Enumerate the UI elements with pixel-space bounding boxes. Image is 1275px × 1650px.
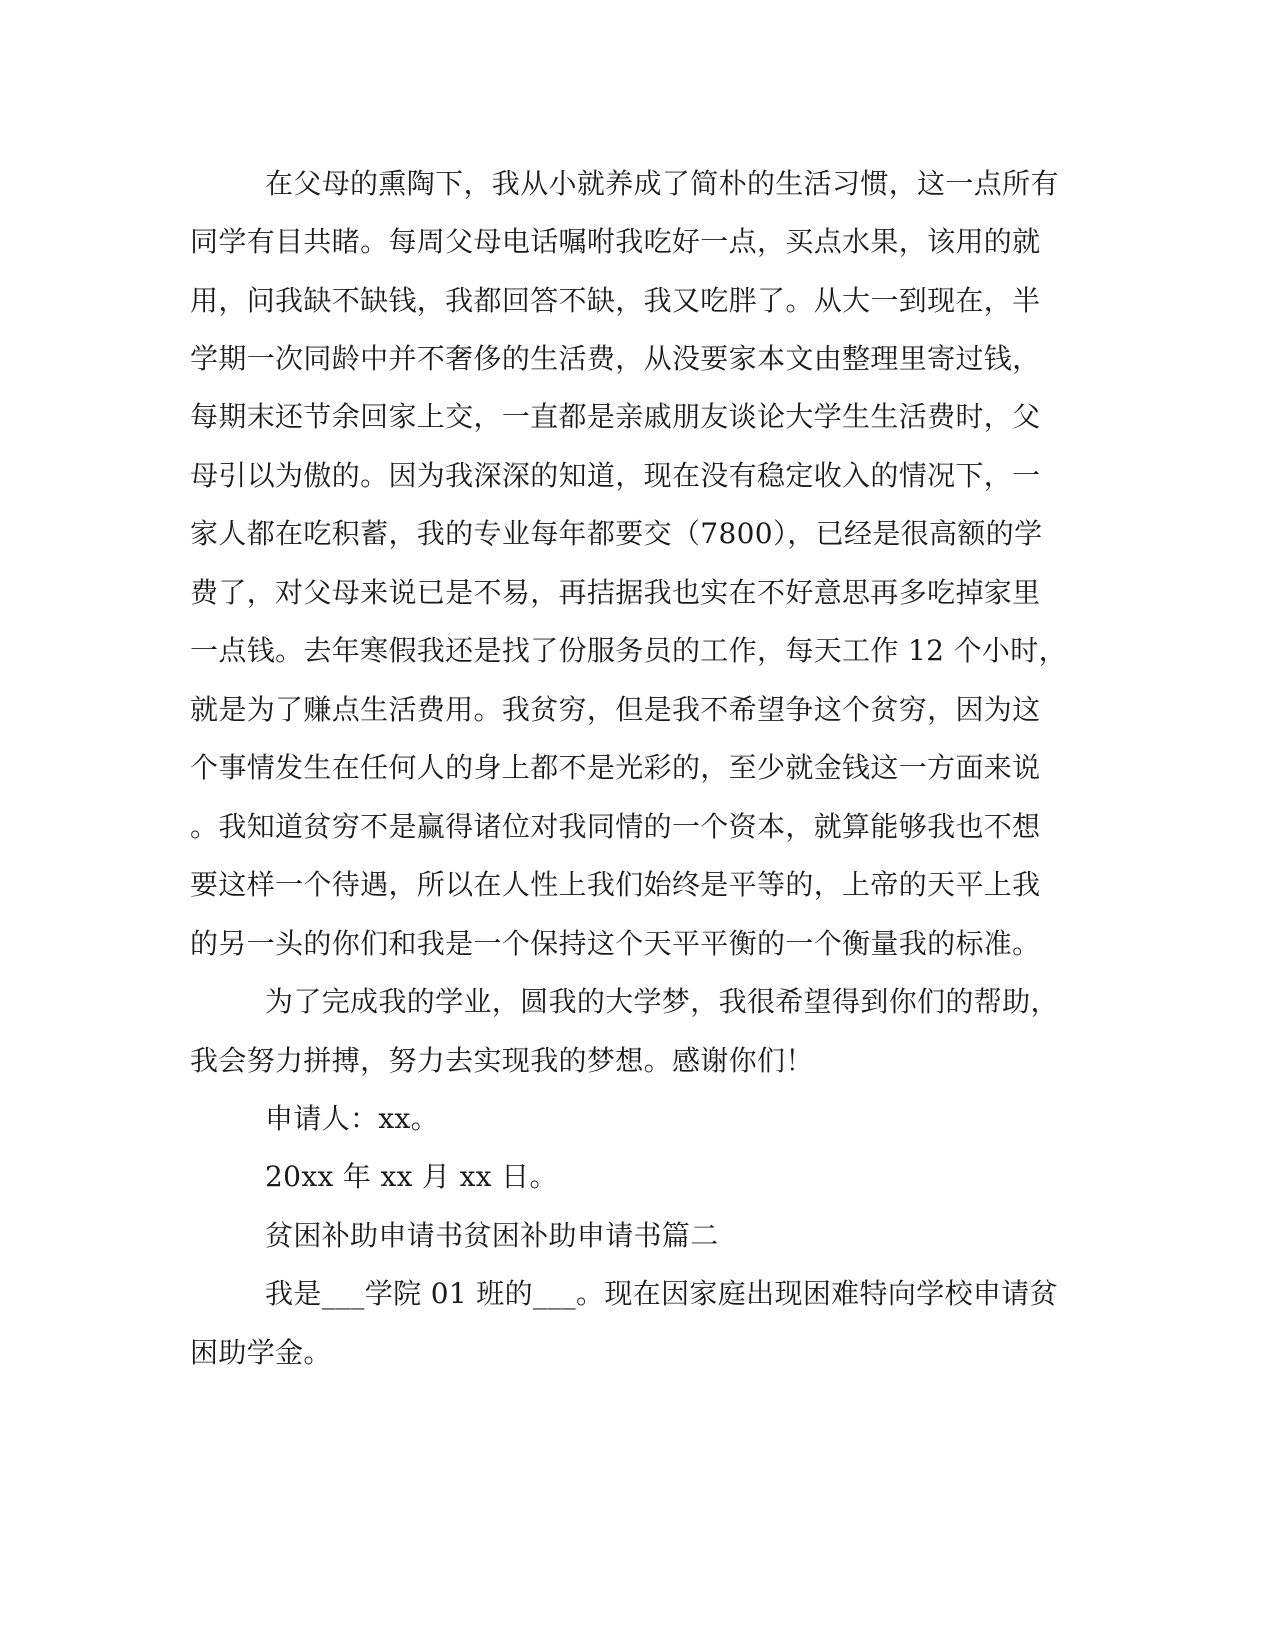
paragraph-line: 就是为了赚点生活费用。我贫穷，但是我不希望争这个贫穷，因为这 <box>190 693 1041 726</box>
date-line: 20xx 年 xx 月 xx 日。 <box>265 1160 558 1193</box>
applicant-line: 申请人：xx。 <box>265 1102 440 1135</box>
section-title: 贫困补助申请书贫困补助申请书篇二 <box>265 1219 719 1252</box>
paragraph-line: 要这样一个待遇，所以在人性上我们始终是平等的，上帝的天平上我 <box>190 868 1041 901</box>
paragraph-line: 在父母的熏陶下，我从小就养成了简朴的生活习惯，这一点所有 <box>265 167 1059 200</box>
paragraph-line: 费了，对父母来说已是不易，再拮据我也实在不好意思再多吃掉家里 <box>190 576 1041 609</box>
paragraph-line: 为了完成我的学业，圆我的大学梦，我很希望得到你们的帮助， <box>265 985 1059 1018</box>
paragraph-line: 困助学金。 <box>190 1336 332 1369</box>
paragraph-line: 一点钱。去年寒假我还是找了份服务员的工作，每天工作 12 个小时， <box>190 634 1067 667</box>
paragraph-line: 每期末还节余回家上交，一直都是亲戚朋友谈论大学生生活费时，父 <box>190 400 1041 433</box>
paragraph-line: 家人都在吃积蓄，我的专业每年都要交（7800），已经是很高额的学 <box>190 517 1043 550</box>
paragraph-line: 个事情发生在任何人的身上都不是光彩的，至少就金钱这一方面来说 <box>190 751 1041 784</box>
paragraph-line: 我是___学院 01 班的___。现在因家庭出现困难特向学校申请贫 <box>265 1277 1058 1310</box>
paragraph-line: 学期一次同龄中并不奢侈的生活费，从没要家本文由整理里寄过钱， <box>190 342 1041 375</box>
paragraph-line: 用，问我缺不缺钱，我都回答不缺，我又吃胖了。从大一到现在，半 <box>190 284 1041 317</box>
paragraph-line: 。我知道贫穷不是赢得诸位对我同情的一个资本，就算能够我也不想 <box>190 810 1041 843</box>
paragraph-line: 母引以为傲的。因为我深深的知道，现在没有稳定收入的情况下，一 <box>190 459 1041 492</box>
paragraph-line: 我会努力拼搏，努力去实现我的梦想。感谢你们！ <box>190 1044 814 1077</box>
paragraph-line: 同学有目共睹。每周父母电话嘱咐我吃好一点，买点水果，该用的就 <box>190 225 1041 258</box>
paragraph-line: 的另一头的你们和我是一个保持这个天平平衡的一个衡量我的标准。 <box>190 927 1041 960</box>
